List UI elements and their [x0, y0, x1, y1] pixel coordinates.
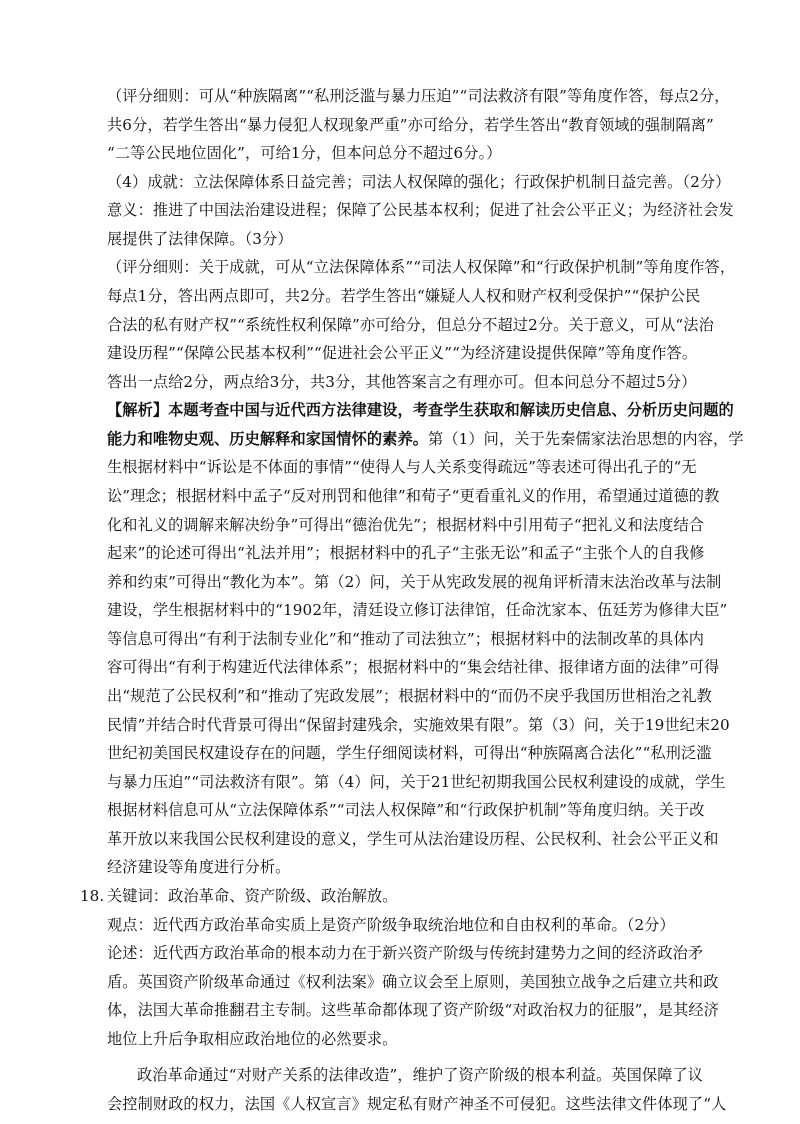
analysis-line: 民情”并结合时代背景可得出“保留封建残余，实施效果有限”。第（3）问，关于19世纪末20	[107, 715, 730, 734]
analysis-text: 第（1）问，关于先秦儒家法治思想的内容，学	[428, 429, 744, 448]
analysis-line: 建设，学生根据材料中的“1902年，清廷设立修订法律馆，任命沈家本、伍廷芳为修律大臣”	[107, 601, 728, 620]
analysis-line: 根据材料信息可从“立法保障体系”“司法人权保障”和“行政保护机制”等角度归纳。关于改	[107, 801, 705, 820]
q18-line: 观点：近代西方政治革命实质上是资产阶级争取统治地位和自由权利的革命。（2分）	[107, 915, 675, 934]
analysis-line: 讼”理念；根据材料中孟子“反对刑罚和他律”和荀子“更看重礼义的作用，希望通过道德的教	[107, 487, 720, 505]
analysis-line: 生根据材料中“诉讼是不体面的事情”“使得人与人关系变得疏远”等表述可得出孔子的“无	[107, 458, 697, 477]
text-line: 合法的私有财产权”“系统性权利保障”亦可给分，但总分不超过2分。关于意义，可从“法治	[107, 315, 714, 334]
q18-line: 论述：近代西方政治革命的根本动力在于新兴资产阶级与传统封建势力之间的经济政治矛	[107, 944, 704, 963]
analysis-line: 等信息可得出“有利于法制专业化”和“推动了司法独立”；根据材料中的法制改革的具体内	[107, 629, 705, 648]
analysis-line: 经济建设等角度进行分析。	[107, 858, 291, 877]
analysis-heading-cont: 能力和唯物史观、历史解释和家国情怀的素养。	[107, 429, 429, 448]
text-line: 建设历程”“保障公民基本权利”“促进社会公平正义”“为经济建设提供保障”等角度作答。	[107, 344, 698, 363]
q18-line: 关键词：政治革命、资产阶级、政治解放。	[107, 887, 398, 905]
text-line: （评分细则：关于成就，可从“立法保障体系”“司法人权保障”和“行政保护机制”等角度作答，	[107, 258, 736, 277]
q18-para2-line: 政治革命通过“对财产关系的法律改造”，维护了资产阶级的根本利益。英国保障了议	[137, 1066, 704, 1085]
text-line: “二等公民地位固化”，可给1分，但本问总分不超过6分。）	[107, 144, 502, 163]
q18-para2-line: 会控制财政的权力，法国《人权宣言》规定私有财产神圣不可侵犯。这些法律文件体现了“人	[107, 1095, 727, 1113]
text-line: 共6分，若学生答出“暴力侵犯人权现象严重”亦可给分，若学生答出“教育领域的强制隔离”	[107, 115, 714, 134]
analysis-line: 化和礼义的调解来解决纷争”可得出“德治优先”；根据材料中引用荀子“把礼义和法度结合	[107, 515, 705, 534]
analysis-line: 与暴力压迫”“司法救济有限”。第（4）问，关于21世纪初期我国公民权利建设的成就，学生	[107, 772, 726, 791]
analysis-line: 出“规范了公民权利”和“推动了宪政发展”；根据材料中的“而仍不戾乎我国历世相治之礼教	[107, 687, 712, 705]
question-number: 18.	[80, 887, 105, 905]
analysis-line: 革开放以来我国公民权利建设的意义，学生可从法治建设历程、公民权利、社会公平正义和	[107, 829, 719, 848]
text-line: 展提供了法律保障。（3分）	[107, 229, 293, 248]
text-line: 意义：推进了中国法治建设进程；保障了公民基本权利；促进了社会公平正义；为经济社会发	[107, 201, 734, 220]
text-line: 答出一点给2分，两点给3分，共3分，其他答案言之有理亦可。但本问总分不超过5分）	[107, 372, 697, 391]
analysis-heading: 【解析】本题考查中国与近代西方法律建设，考查学生获取和解读历史信息、分析历史问题的	[107, 401, 734, 420]
text-line: （4）成就：立法保障体系日益完善；司法人权保障的强化；行政保护机制日益完善。（2分）	[107, 172, 731, 191]
analysis-line	[107, 428, 744, 450]
analysis-line: 养和约束”可得出“教化为本”。第（2）问，关于从宪政发展的视角评析清末法治改革与法制	[107, 572, 722, 591]
analysis-line: 世纪初美国民权建设存在的问题，学生仔细阅读材料，可得出“种族隔离合法化”“私刑泛滥	[107, 744, 712, 763]
analysis-line: 起来”的论述可得出“礼法并用”；根据材料中的孔子“主张无讼”和孟子“主张个人的自我修	[107, 544, 705, 563]
text-line: （评分细则：可从“种族隔离”“私刑泛滥与暴力压迫”“司法救济有限”等角度作答，每点2分，	[107, 87, 730, 105]
q18-line: 地位上升后争取相应政治地位的必然要求。	[107, 1029, 398, 1048]
q18-line: 盾。英国资产阶级革命通过《权利法案》确立议会至上原则，美国独立战争之后建立共和政	[107, 972, 719, 991]
text-line: 每点1分，答出两点即可，共2分。若学生答出“嫌疑人人权和财产权利受保护”“保护公民	[107, 287, 701, 305]
q18-line: 体，法国大革命推翻君主专制。这些革命都体现了资产阶级“对政治权力的征服”，是其经济	[107, 1001, 719, 1020]
analysis-line: 容可得出“有利于构建近代法律体系”；根据材料中的“集会结社律、报律诸方面的法律”可得	[107, 658, 720, 677]
